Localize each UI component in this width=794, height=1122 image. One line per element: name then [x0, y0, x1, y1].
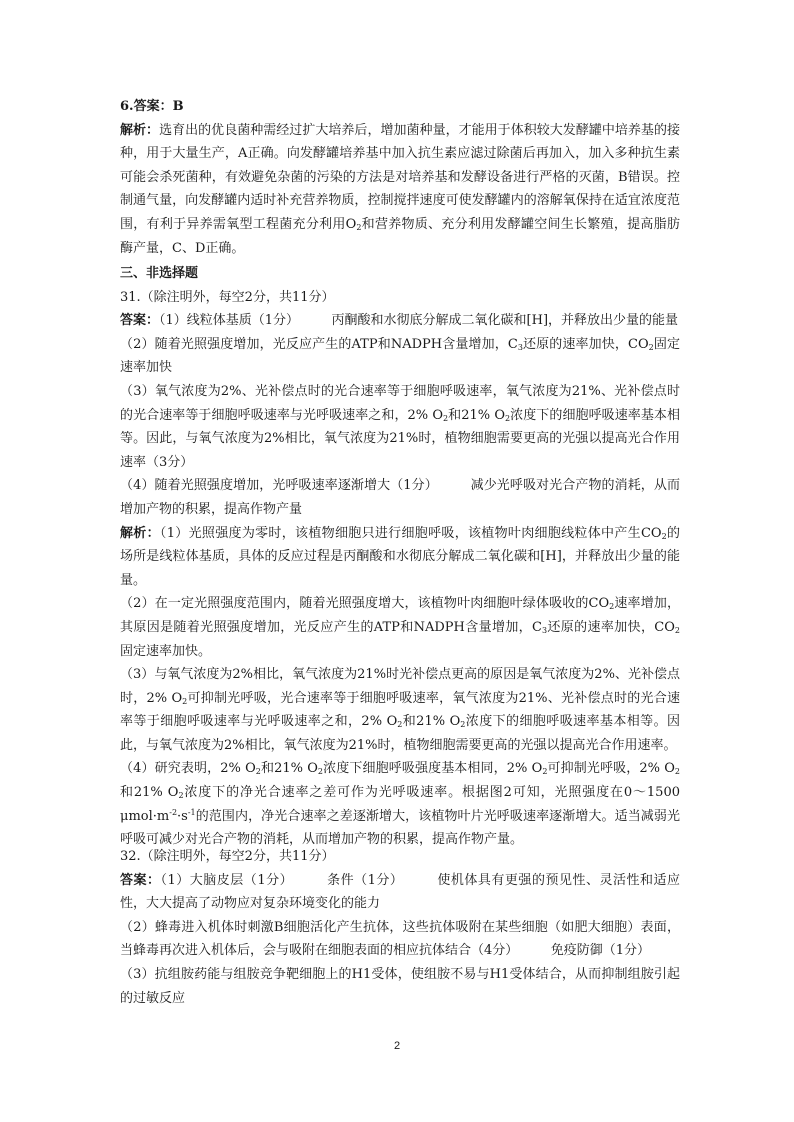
- subscript: 2: [356, 222, 362, 232]
- q32-answer-2: （2）蜂毒进入机体时刺激B细胞活化产生抗体，这些抗体吸附在某些细胞（如肥大细胞）表面，当蜂毒再次进入机体后，会与吸附在细胞表面的相应抗体结合（4分） 免疫防御（1分）: [120, 919, 680, 959]
- text: （3）氧气浓度为2%、光补偿点时的光合速率等于细胞呼吸速率，氧气浓度为21%、光补偿点时的光合速率等于细胞呼吸速率与光呼吸速率之和，2% O: [120, 383, 680, 423]
- subscript: 2: [674, 625, 680, 635]
- text: 浓度下细胞呼吸强度基本相同，2% O: [323, 761, 543, 777]
- q6-analysis: [120, 119, 680, 261]
- subscript: 2: [505, 413, 511, 423]
- q31-answer-2: [120, 333, 680, 380]
- text: 速率增加，其原因是随着光照强度增加，光反应产生的ATP和NADPH含量增加，C: [120, 596, 680, 635]
- q31-answer-1-text: （1）线粒体基质（1分） 丙酮酸和水彻底分解成二氧化碳和[H]，并释放出少量的能量: [159, 313, 679, 329]
- q31-explanation-4: [120, 757, 680, 851]
- subscript: 2: [255, 767, 261, 777]
- q31-answer-4: （4）随着光照强度增加，光呼吸速率逐渐增大（1分） 减少光呼吸对光合产物的消耗，从而增加产物的积累，提高作物产量: [120, 478, 680, 517]
- text: 和21% O: [402, 714, 461, 730]
- subscript: 2: [542, 767, 548, 777]
- section-heading: 三、非选择题: [120, 266, 199, 281]
- text: 和21% O: [448, 407, 505, 423]
- text: 浓度下的细胞呼吸速率基本相等。因此，与氧气浓度为2%相比，氧气浓度为21%时，植物细胞需要更高的光强以提高光合作用速率。: [120, 714, 680, 753]
- text: （1）光照强度为零时，该植物细胞只进行细胞呼吸，该植物叶肉细胞线粒体中产生CO: [159, 525, 662, 541]
- text: 还原的速率加快，CO: [522, 336, 649, 352]
- subscript: 3: [517, 342, 523, 352]
- text: 和21% O: [260, 761, 318, 777]
- q6-analysis-label: 解析：: [120, 122, 160, 138]
- q6-analysis-text: 选育出的优良菌种需经过扩大培养后，增加菌种量，才能用于体积较大发酵罐中培养基的接种，用于大量生产，A正确。向发酵罐培养基中加入抗生素应滤过除菌后再加入，加入多种抗生素可能会杀死菌种，有效避免杂菌的污染的方法是对培养基和发酵设备进行严格的灭菌，B错误。控制通气量，向发酵罐内适时补充营养物质，控制搅拌速度可使发酵罐内的溶解氧保持在适宜浓度范围，有利于异养需氧型工程菌充分利用O: [120, 122, 680, 232]
- subscript: 2: [182, 696, 188, 706]
- q32-answer-1: [120, 869, 680, 916]
- q32-answer-1-text: （1）大脑皮层（1分） 条件（1分） 使机体具有更强的预见性、灵活性和适应性，大大提高了动物应对复杂环境变化的能力: [120, 872, 680, 912]
- text: 的场所是线粒体基质，具体的反应过程是丙酮酸和水彻底分解成二氧化碳和[H]，并释放出少量的能量。: [120, 525, 680, 588]
- q32-answer-3: （3）抗组胺药能与组胺竞争靶细胞上的H1受体，使组胺不易与H1受体结合，从而抑制组胺引起的过敏反应: [120, 966, 680, 1006]
- text: 可抑制光呼吸，光合速率等于细胞呼吸速率，氧气浓度为21%、光补偿点时的光合速率等于细胞呼吸速率与光呼吸速率之和，2% O: [120, 690, 680, 730]
- text: 浓度下的净光合速率之差可作为光呼吸速率。根据图2可知，光照强度在0～1500 μmol·m: [120, 785, 680, 824]
- q31-answer-1: [120, 309, 680, 333]
- text: 固定速率加快。: [120, 643, 212, 659]
- q32-header: 32.（除注明外，每空2分，共11分）: [120, 849, 335, 864]
- text: ·s: [177, 808, 188, 824]
- q6-analysis-text-2: 和营养物质、充分利用发酵罐空间生长繁殖，提高脂肪酶产量，C、D正确。: [120, 216, 680, 256]
- subscript: 2: [178, 791, 184, 801]
- q31-analysis-label: 解析：: [120, 525, 160, 541]
- q31-explanation-3: [120, 663, 680, 757]
- text: 还原的速率加快，CO: [547, 619, 675, 635]
- q32-answer-label: 答案：: [120, 872, 161, 888]
- q6-answer: [120, 95, 680, 119]
- text: 的范围内，净光合速率之差逐渐增大，该植物叶片光呼吸速率逐渐增大。适当减弱光呼吸可减少对光合产物的消耗，从而增加产物的积累，提高作物产量。: [120, 808, 680, 848]
- subscript: 2: [674, 767, 681, 777]
- subscript: 2: [460, 720, 466, 730]
- text: （2）在一定光照强度范围内，随着光照强度增大，该植物叶肉细胞叶绿体吸收的CO: [120, 596, 610, 612]
- subscript: 2: [317, 767, 323, 777]
- subscript: 2: [443, 413, 449, 423]
- text: （3）与氧气浓度为2%相比，氧气浓度为21%时光补偿点更高的原因是氧气浓度为2%、光补偿点时，2% O: [120, 667, 680, 706]
- text: 和21% O: [120, 785, 179, 801]
- subscript: 2: [609, 602, 615, 612]
- q31-answer-label: 答案：: [120, 313, 160, 329]
- q6-answer-label: 6.答案：: [120, 99, 173, 114]
- text: （4）研究表明，2% O: [120, 761, 256, 777]
- q31-answer-3: [120, 380, 680, 474]
- text: （2）随着光照强度增加，光反应产生的ATP和NADPH含量增加，C: [120, 336, 518, 352]
- q31-header: 31.（除注明外，每空2分，共11分）: [120, 289, 335, 305]
- question-32-block: [120, 845, 680, 1010]
- question-31-block: [120, 262, 680, 852]
- q6-answer-value: B: [172, 99, 184, 114]
- superscript: -1: [187, 807, 196, 817]
- text: 固定速率加快: [120, 336, 680, 376]
- subscript: 3: [541, 625, 548, 635]
- page-number: 2: [393, 1040, 401, 1052]
- q31-explanation-1: [120, 522, 680, 593]
- subscript: 2: [648, 342, 654, 352]
- subscript: 2: [661, 531, 667, 541]
- superscript: -2: [169, 807, 178, 817]
- subscript: 2: [397, 720, 403, 730]
- question-6-block: [120, 95, 680, 260]
- text: 浓度下的细胞呼吸速率基本相等。因此，与氧气浓度为2%相比，氧气浓度为21%时，植物细胞需要更高的光强以提高光合作用速率（3分）: [120, 407, 680, 470]
- q31-explanation-2: [120, 592, 680, 663]
- text: 可抑制光呼吸，2% O: [547, 761, 675, 777]
